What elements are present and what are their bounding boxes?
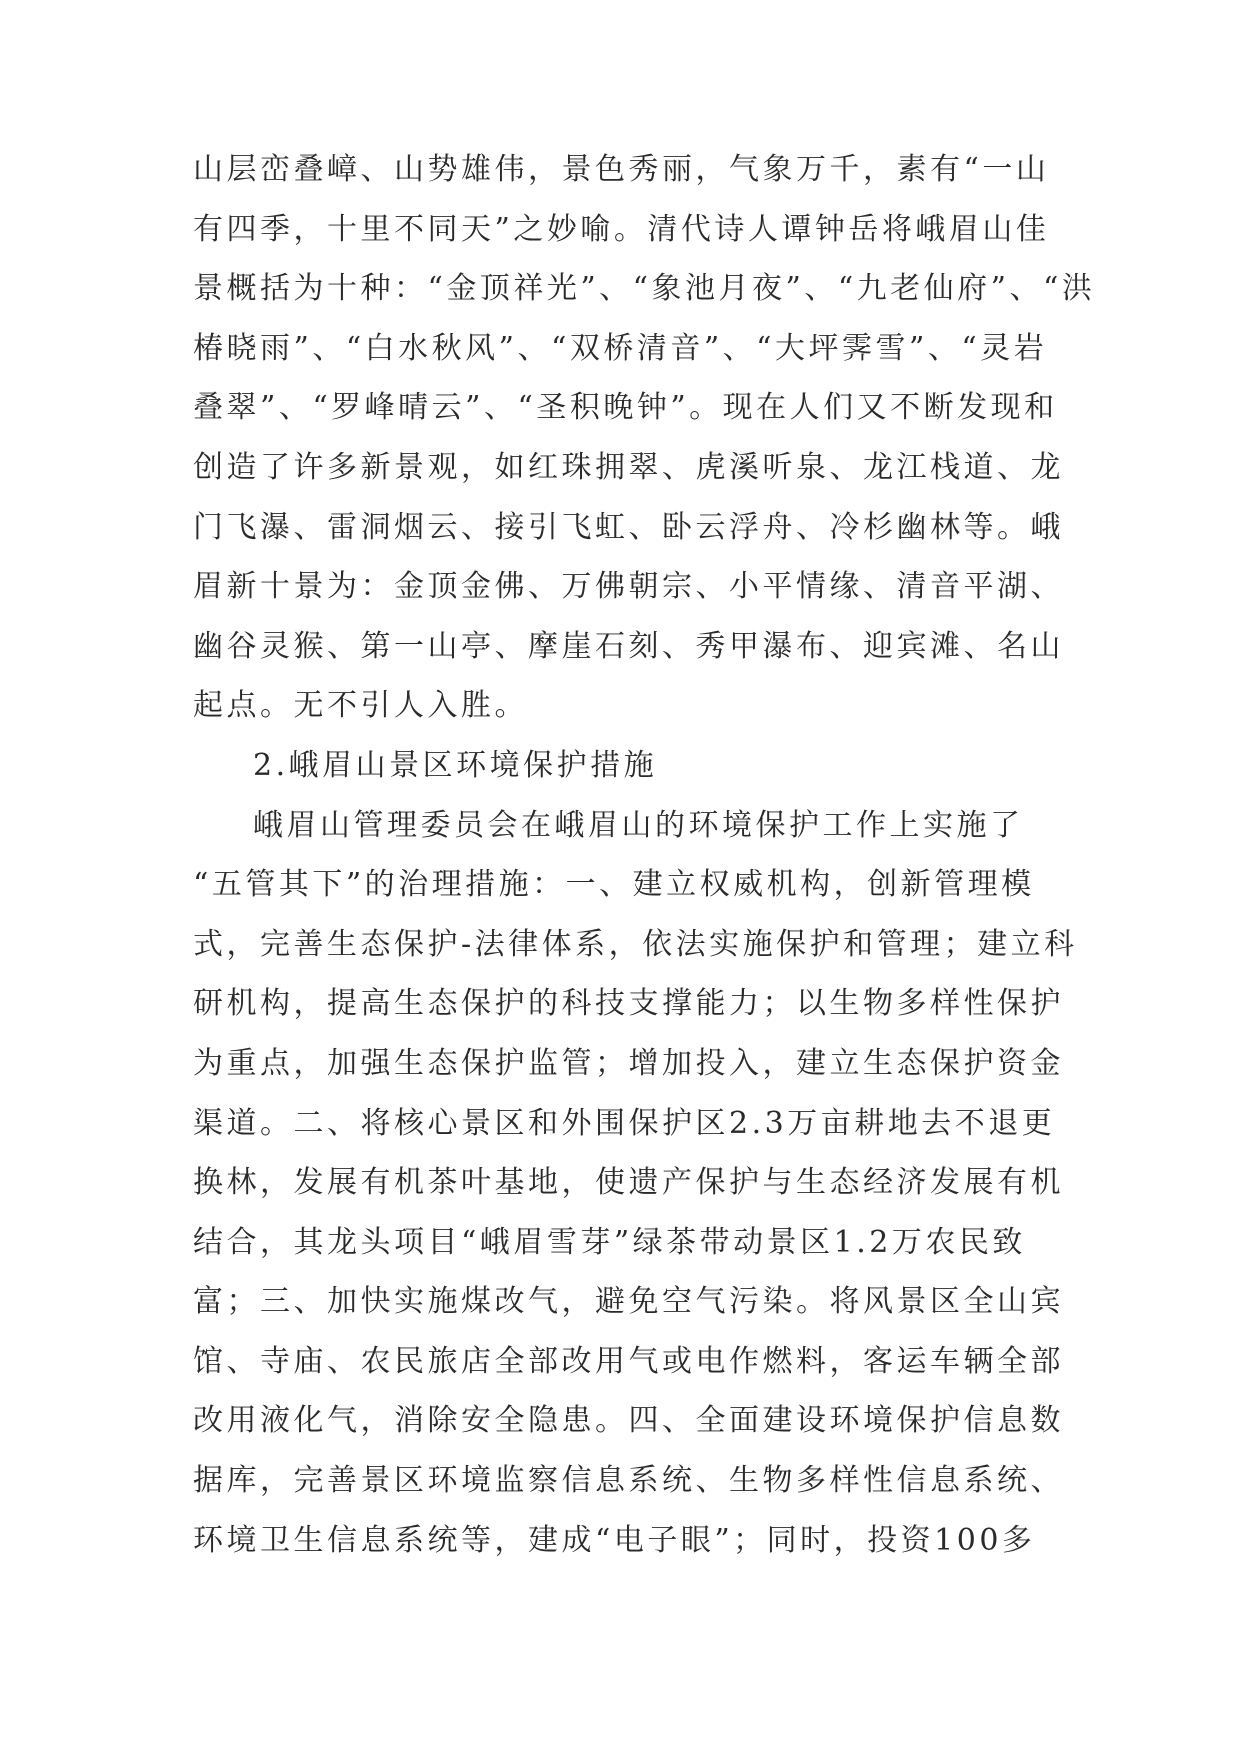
text-line: 换林，发展有机茶叶基地，使遗产保护与生态经济发展有机 — [193, 1165, 1064, 1201]
text-line: 据库，完善景区环境监察信息系统、生物多样性信息系统、 — [193, 1463, 1064, 1499]
text-line: 馆、寺庙、农民旅店全部改用气或电作燃料，客运车辆全部 — [193, 1343, 1064, 1379]
text-line: 叠翠”、“罗峰晴云”、“圣积晚钟”。现在人们又不断发现和 — [193, 390, 1058, 426]
text-line: 创造了许多新景观，如红珠拥翠、虎溪听泉、龙江栈道、龙 — [193, 449, 1064, 485]
text-line: “五管其下”的治理措施：一、建立权威机构，创新管理模 — [193, 867, 1035, 903]
text-line: 起点。无不引人入胜。 — [193, 688, 528, 724]
text-line: 椿晓雨”、“白水秋风”、“双桥清音”、“大坪霁雪”、“灵岩 — [193, 330, 1048, 366]
text-line: 有四季，十里不同天”之妙喻。清代诗人谭钟岳将峨眉山佳 — [193, 211, 1050, 247]
text-line: 山层峦叠嶂、山势雄伟，景色秀丽，气象万千，素有“一山 — [193, 152, 1050, 187]
text-line: 景概括为十种：“金顶祥光”、“象池月夜”、“九老仙府”、“洪 — [193, 271, 1096, 307]
text-line: 渠道。二、将核心景区和外围保护区2.3万亩耕地去不退更 — [193, 1105, 1056, 1141]
body-text — [193, 140, 1096, 1570]
text-line: 眉新十景为：金顶金佛、万佛朝宗、小平情缘、清音平湖、 — [193, 569, 1064, 605]
text-line: 改用液化气，消除安全隐患。四、全面建设环境保护信息数 — [193, 1403, 1064, 1439]
text-line: 结合，其龙头项目“峨眉雪芽”绿茶带动景区1.2万农民致 — [193, 1224, 1026, 1260]
text-line: 式，完善生态保护-法律体系，依法实施保护和管理；建立科 — [193, 926, 1078, 962]
text-line: 研机构，提高生态保护的科技支撑能力；以生物多样性保护 — [193, 986, 1064, 1022]
text-line: 环境卫生信息系统等，建成“电子眼”；同时，投资100多 — [193, 1522, 1036, 1558]
text-line: 富；三、加快实施煤改气，避免空气污染。将风景区全山宾 — [193, 1284, 1064, 1320]
text-line: 幽谷灵猴、第一山亭、摩崖石刻、秀甲瀑布、迎宾滩、名山 — [193, 628, 1064, 664]
section-heading: 2.峨眉山景区环境保护措施 — [253, 747, 658, 783]
text-line: 峨眉山管理委员会在峨眉山的环境保护工作上实施了 — [253, 807, 1024, 843]
text-line: 为重点，加强生态保护监管；增加投入，建立生态保护资金 — [193, 1045, 1064, 1081]
text-line: 门飞瀑、雷洞烟云、接引飞虹、卧云浮舟、冷杉幽林等。峨 — [193, 509, 1064, 545]
